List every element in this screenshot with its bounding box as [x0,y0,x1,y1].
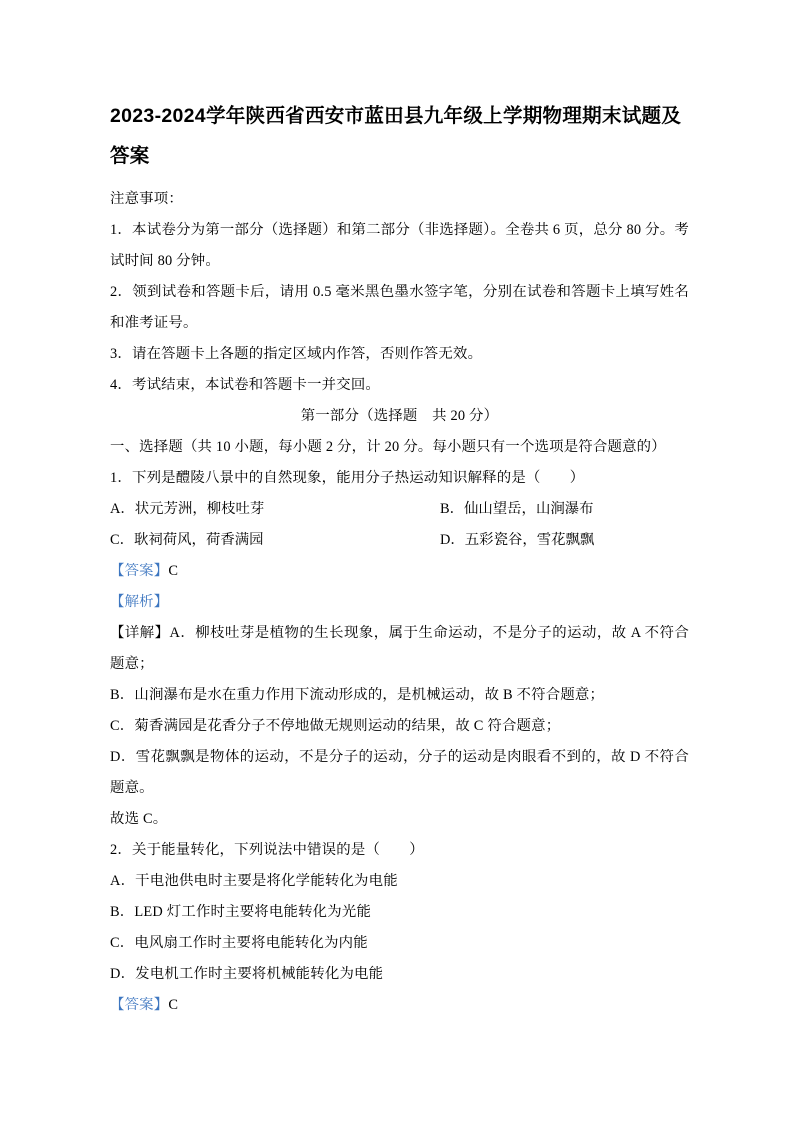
answer-label: 【答案】 [110,563,169,579]
question-2-option-b: B．LED 灯工作时主要将电能转化为光能 [110,904,372,920]
question-1-option-a: A．状元芳洲，柳枝吐芽 [110,501,265,517]
question-2-option-a: A．干电池供电时主要是将化学能转化为电能 [110,873,398,889]
notice-item-4: 4．考试结束，本试卷和答题卡一并交回。 [110,377,381,393]
notice-heading: 注意事项： [110,191,183,207]
question-1-option-d: D．五彩瓷谷，雪花飘飘 [440,532,595,548]
question-2-option-d: D．发电机工作时主要将机械能转化为电能 [110,966,384,982]
notice-item-2: 2．领到试卷和答题卡后，请用 0.5 毫米黑色墨水签字笔，分别在试卷和答题卡上填写姓名和准考证号。 [110,284,689,331]
question-1-detail-a: 【详解】A．柳枝吐芽是植物的生长现象，属于生命运动，不是分子的运动，故 A 不符合题意； [110,625,689,672]
question-1-options-row-2 [110,525,689,556]
question-1-stem: 1．下列是醴陵八景中的自然现象，能用分子热运动知识解释的是（ ） [110,470,585,486]
section-heading: 第一部分（选择题 共 20 分） [300,408,499,424]
page-title: 2023-2024学年陕西省西安市蓝田县九年级上学期物理期末试题及答案 [110,105,682,167]
question-1-detail-b: B．山涧瀑布是水在重力作用下流动形成的，是机械运动，故 B 不符合题意； [110,687,605,703]
question-1-answer [110,556,689,587]
answer-label: 【答案】 [110,997,169,1013]
question-1-detail-c: C．菊香满园是花香分子不停地做无规则运动的结果，故 C 符合题意； [110,718,561,734]
question-1-conclusion: 故选 C。 [110,811,168,827]
question-1-option-b: B．仙山望岳，山涧瀑布 [440,501,594,517]
notice-item-1: 1．本试卷分为第一部分（选择题）和第二部分（非选择题）。全卷共 6 页，总分 80 分。考试时间 80 分钟。 [110,222,689,269]
answer-value: C [168,563,179,579]
notice-item-3: 3．请在答题卡上各题的指定区域内作答，否则作答无效。 [110,346,483,362]
section-intro: 一、选择题（共 10 小题，每小题 2 分，计 20 分。每小题只有一个选项是符合题意的） [110,439,666,455]
question-1-detail-d: D．雪花飘飘是物体的运动，不是分子的运动，分子的运动是肉眼看不到的，故 D 不符合题意。 [110,749,689,796]
question-2-answer [110,990,689,1021]
question-1-options-row-1 [110,494,689,525]
question-1-analysis-label: 【解析】 [110,594,169,610]
question-2-option-c: C．电风扇工作时主要将电能转化为内能 [110,935,368,951]
question-2-stem: 2．关于能量转化，下列说法中错误的是（ ） [110,842,424,858]
answer-value: C [168,997,179,1013]
question-1-option-c: C．耿祠荷风，荷香满园 [110,532,264,548]
